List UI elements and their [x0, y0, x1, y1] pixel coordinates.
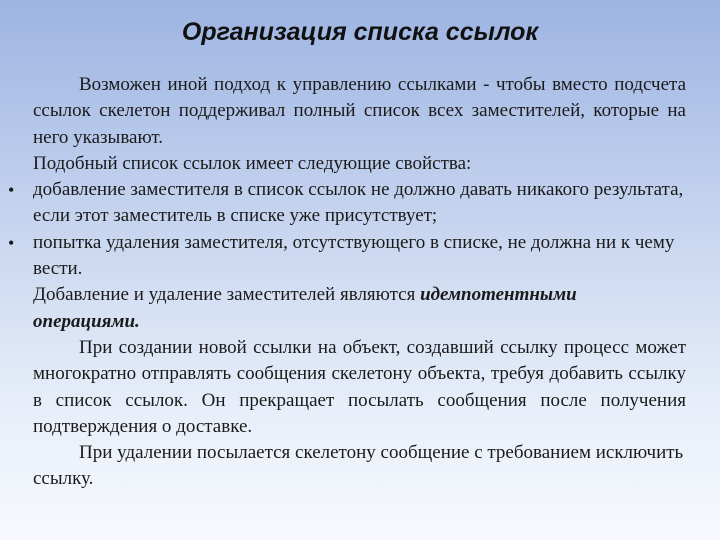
bullet-text: добавление заместителя в список ссылок не должно давать никакого результата, если этот заместитель в списке уже присутствует;	[33, 179, 684, 227]
slide-title: Организация списка ссылок	[181, 18, 539, 46]
paragraph-properties-lead: Подобный список ссылок имеет следующие свойства:	[33, 152, 472, 174]
paragraph-remove-link: При удалении посылается скелетону сообщение с требованием исключить ссылку.	[33, 442, 684, 490]
slide-body	[8, 72, 686, 493]
bullet-icon: •	[8, 180, 15, 201]
bullet-text: попытка удаления заместителя, отсутствующего в списке, не должна ни к чему вести.	[33, 231, 675, 280]
paragraph-create-link: При создании новой ссылки на объект, создавший ссылку процесс может многократно отправлять сообщения скелетону объекта, требуя добавить ссылку в список ссылок. Он прекращает посылать сообщения после получения подтверждения о доставке.	[33, 336, 686, 437]
paragraph-intro: Возможен иной подход к управлению ссылками - чтобы вместо подсчета ссылок скелетон поддерживал полный список всех заместителей, которые на него указывают.	[33, 74, 686, 148]
bullet-item-remove	[8, 230, 686, 283]
bullet-item-add	[8, 177, 686, 230]
bullet-icon: •	[8, 232, 15, 253]
idempotent-prefix: Добавление и удаление заместителей являются	[33, 284, 421, 306]
paragraph-idempotent	[33, 282, 686, 335]
idempotent-emphasis: идемпотентными операциями.	[33, 284, 577, 332]
